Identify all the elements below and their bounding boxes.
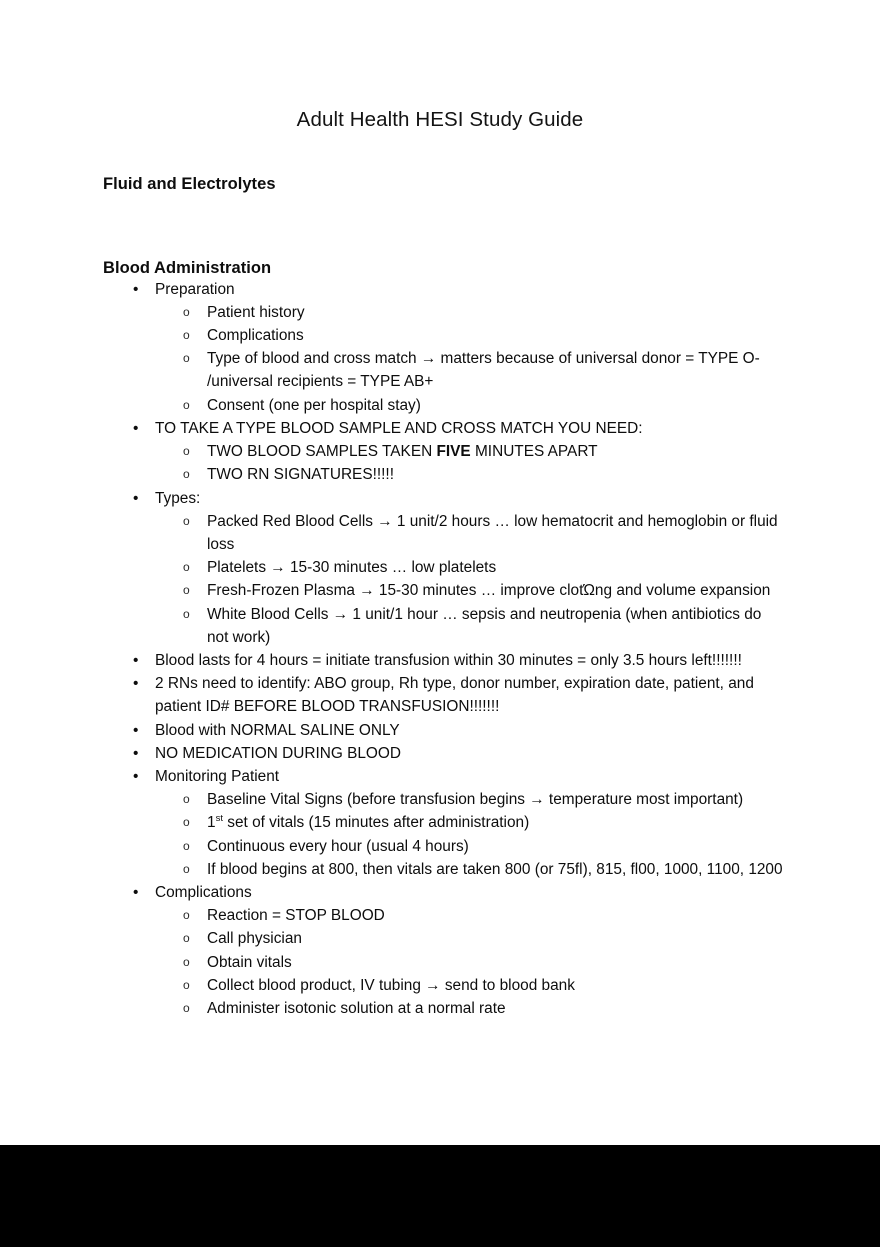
list-item-preparation xyxy=(0,278,880,301)
bullet-circle-icon: o xyxy=(183,838,190,853)
bullet-circle-icon: o xyxy=(183,954,190,969)
list-item-label: Types: xyxy=(155,489,201,507)
bullet-dot-icon: • xyxy=(133,675,139,693)
bullet-dot-icon: • xyxy=(133,280,139,298)
list-item-text-post: MINUTES APART xyxy=(470,443,598,461)
bullet-circle-icon: o xyxy=(183,583,190,598)
list-item-text-pre: 1 xyxy=(207,814,216,832)
list-item-blood-duration xyxy=(0,649,880,672)
list-item-label: TO TAKE A TYPE BLOOD SAMPLE AND CROSS MATCH YOU NEED: xyxy=(155,419,643,437)
sublist-types xyxy=(0,510,880,649)
bullet-circle-icon: o xyxy=(183,467,190,482)
sublist-monitoring xyxy=(0,788,880,881)
bullet-circle-icon: o xyxy=(183,513,190,528)
ordinal-suffix: st xyxy=(215,813,223,825)
bullet-dot-icon: • xyxy=(133,489,139,507)
bullet-circle-icon: o xyxy=(183,977,190,992)
bullet-dot-icon: • xyxy=(133,883,139,901)
list-item-label: Monitoring Patient xyxy=(155,767,280,785)
list-item xyxy=(0,811,880,834)
list-item-label: If blood begins at 800, then vitals are taken 800 (or 75fl), 815, fl00, 1000, 1100, 1200 xyxy=(207,860,783,878)
list-item-label: 2 RNs need to identify: ABO group, Rh type, donor number, expiration date, patient, and patient ID# BEFORE BLOOD TRANSFUSION!!!!!!! xyxy=(155,675,754,716)
list-item-label: Packed Red Blood Cells → 1 unit/2 hours … low hematocrit and hemoglobin or fluid loss xyxy=(207,512,778,553)
page-footer-bar xyxy=(0,1145,880,1247)
bullet-dot-icon: • xyxy=(133,651,139,669)
list-item-label: Complications xyxy=(207,327,304,345)
list-item-label: TWO RN SIGNATURES!!!!! xyxy=(207,466,394,484)
list-item xyxy=(0,579,880,602)
list-item xyxy=(0,510,880,556)
list-item-label: Type of blood and cross match → matters because of universal donor = TYPE O- /universal recipients = TYPE AB+ xyxy=(207,350,760,391)
list-item-label: Fresh-Frozen Plasma → 15-30 minutes … improve clotΏng and volume expansion xyxy=(207,582,771,600)
list-item xyxy=(0,788,880,811)
list-item-two-rn-identify xyxy=(0,672,880,718)
list-item-text-post: set of vitals (15 minutes after administration) xyxy=(222,814,530,832)
bullet-circle-icon: o xyxy=(183,606,190,621)
list-item-label: Administer isotonic solution at a normal rate xyxy=(207,999,506,1017)
list-item-label: Preparation xyxy=(155,280,235,298)
list-item-label: Blood with NORMAL SALINE ONLY xyxy=(155,721,400,739)
list-item-label: Continuous every hour (usual 4 hours) xyxy=(207,837,469,855)
bullet-circle-icon: o xyxy=(183,444,190,459)
list-item-label: Baseline Vital Signs (before transfusion begins → temperature most important) xyxy=(207,791,744,809)
bullet-circle-icon: o xyxy=(183,861,190,876)
list-item xyxy=(0,440,880,463)
list-item xyxy=(0,324,880,347)
list-item xyxy=(0,858,880,881)
list-item-label: White Blood Cells → 1 unit/1 hour … sepsis and neutropenia (when antibiotics do not work) xyxy=(207,605,762,646)
list-item xyxy=(0,927,880,950)
bullet-circle-icon: o xyxy=(183,815,190,830)
section-heading-fluid-and-electrolytes: Fluid and Electrolytes xyxy=(103,174,276,193)
list-item-normal-saline xyxy=(0,719,880,742)
list-item-monitoring-patient xyxy=(0,765,880,788)
list-item-text-emphasis: FIVE xyxy=(436,443,471,461)
bullet-circle-icon: o xyxy=(183,908,190,923)
bullet-dot-icon: • xyxy=(133,721,139,739)
list-item xyxy=(0,904,880,927)
sublist-cross-match xyxy=(0,440,880,486)
bullet-circle-icon: o xyxy=(183,351,190,366)
list-item-label: Call physician xyxy=(207,930,302,948)
list-item-complications xyxy=(0,881,880,904)
page-title: Adult Health HESI Study Guide xyxy=(296,108,584,131)
list-item xyxy=(0,603,880,649)
list-item xyxy=(0,347,880,393)
list-item-label: Patient history xyxy=(207,303,305,321)
bullet-circle-icon: o xyxy=(183,1000,190,1015)
list-item xyxy=(0,463,880,486)
list-item-types xyxy=(0,487,880,510)
bullet-dot-icon: • xyxy=(133,767,139,785)
list-item-label: Platelets → 15-30 minutes … low platelets xyxy=(207,559,497,577)
bullet-circle-icon: o xyxy=(183,931,190,946)
outline-list xyxy=(0,278,880,1021)
bullet-circle-icon: o xyxy=(183,792,190,807)
list-item-label: Complications xyxy=(155,883,252,901)
list-item-cross-match xyxy=(0,417,880,440)
bullet-circle-icon: o xyxy=(183,328,190,343)
bullet-dot-icon: • xyxy=(133,419,139,437)
list-item-label: Blood lasts for 4 hours = initiate transfusion within 30 minutes = only 3.5 hours left!!!!!!! xyxy=(155,651,742,669)
sublist-complications xyxy=(0,904,880,1020)
list-item-label: Reaction = STOP BLOOD xyxy=(207,907,385,925)
list-item-label: Obtain vitals xyxy=(207,953,292,971)
section-heading-blood-administration: Blood Administration xyxy=(103,258,272,277)
list-item xyxy=(0,997,880,1020)
list-item-text-pre: TWO BLOOD SAMPLES TAKEN xyxy=(207,443,437,461)
bullet-circle-icon: o xyxy=(183,397,190,412)
list-item xyxy=(0,556,880,579)
list-item-label: Collect blood product, IV tubing → send to blood bank xyxy=(207,976,575,994)
list-item xyxy=(0,974,880,997)
list-item-label: Consent (one per hospital stay) xyxy=(207,396,421,414)
list-item xyxy=(0,301,880,324)
sublist-preparation xyxy=(0,301,880,417)
bullet-dot-icon: • xyxy=(133,744,139,762)
bullet-circle-icon: o xyxy=(183,560,190,575)
list-item xyxy=(0,394,880,417)
list-item xyxy=(0,951,880,974)
list-item-no-medication xyxy=(0,742,880,765)
bullet-circle-icon: o xyxy=(183,304,190,319)
list-item xyxy=(0,835,880,858)
list-item-label: NO MEDICATION DURING BLOOD xyxy=(155,744,401,762)
